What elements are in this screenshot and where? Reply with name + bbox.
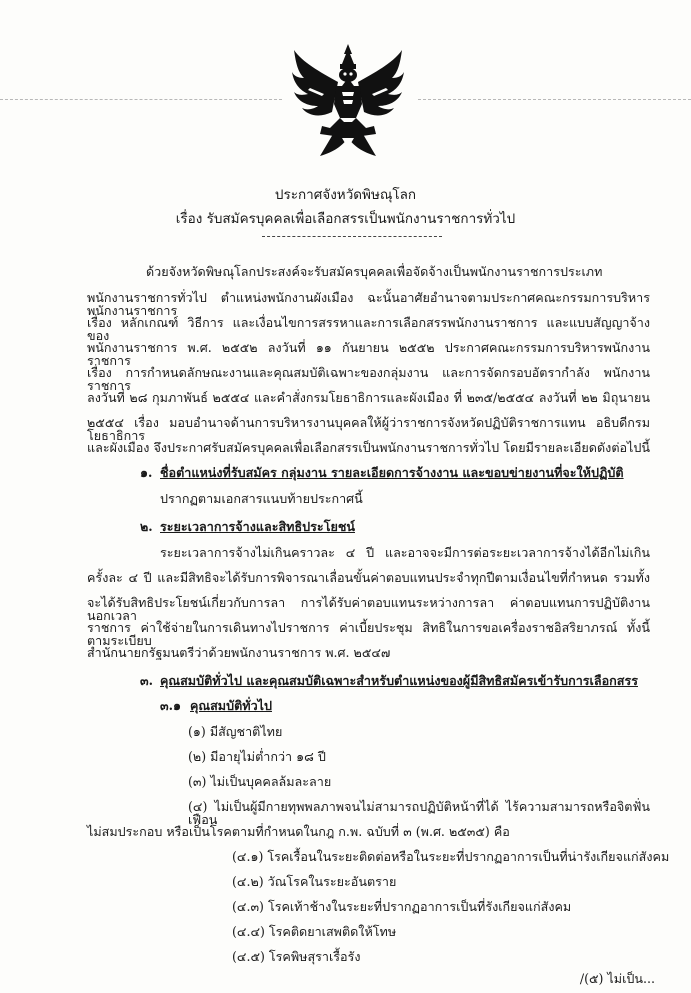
section-number: ๓. [140, 673, 153, 688]
intro-line: พนักงานราชการทั่วไป ตำแหน่งพนักงานผังเมือง ฉะนั้นอาศัยอำนาจตามประกาศคณะกรรมการบริหารพนักงานราชการ [87, 290, 650, 318]
list-item: (๒) มีอายุไม่ต่ำกว่า ๑๘ ปี [188, 749, 326, 764]
garuda-emblem-icon [290, 42, 406, 160]
list-item: (๔) ไม่เป็นผู้มีกายทุพพลภาพจนไม่สามารถปฏิบัติหน้าที่ได้ ไร้ความสามารถหรือจิตฟั่นเฟือน [188, 799, 650, 827]
section-number: ๑. [140, 465, 153, 480]
intro-line: พนักงานราชการ พ.ศ. ๒๕๕๒ ลงวันที่ ๑๑ กันยายน ๒๕๕๒ ประกาศคณะกรรมการบริหารพนักงานราชการ [87, 340, 650, 368]
section-body-line: ระยะเวลาการจ้างไม่เกินคราวละ ๔ ปี และอาจจะมีการต่อระยะเวลาการจ้างได้อีกไม่เกิน [160, 545, 650, 560]
document-subject: เรื่อง รับสมัครบุคคลเพื่อเลือกสรรเป็นพนักงานราชการทั่วไป [175, 211, 516, 227]
disease-item: (๔.๒) วัณโรคในระยะอันตราย [232, 874, 397, 889]
document-title: ประกาศจังหวัดพิษณุโลก [274, 187, 417, 203]
section-number: ๒. [140, 519, 153, 534]
scan-artifact-line [0, 99, 282, 101]
section-body: ปรากฏตามเอกสารแนบท้ายประกาศนี้ [160, 491, 363, 506]
intro-line: ลงวันที่ ๒๘ กุมภาพันธ์ ๒๕๕๔ และคำสั่งกรมโยธาธิการและผังเมือง ที่ ๒๓๕/๒๕๕๔ ลงวันที่ ๒๒ มิถุนายน [87, 390, 650, 405]
subsection-number: ๓.๑ [160, 698, 181, 713]
disease-item: (๔.๕) โรคพิษสุราเรื้อรัง [232, 949, 361, 964]
section-heading: คุณสมบัติทั่วไป และคุณสมบัติเฉพาะสำหรับตำแหน่งของผู้มีสิทธิสมัครเข้ารับการเลือกสรร [160, 673, 638, 688]
list-item-continuation: ไม่สมประกอบ หรือเป็นโรคตามที่กำหนดในกฎ ก.พ. ฉบับที่ ๓ (พ.ศ. ๒๕๓๕) คือ [87, 824, 510, 839]
section-body-line: สำนักนายกรัฐมนตรีว่าด้วยพนักงานราชการ พ.ศ. ๒๕๔๗ [87, 645, 391, 660]
intro-line: ด้วยจังหวัดพิษณุโลกประสงค์จะรับสมัครบุคคลเพื่อจัดจ้างเป็นพนักงานราชการประเภท [146, 264, 603, 279]
intro-line: และผังเมือง จึงประกาศรับสมัครบุคคลเพื่อเลือกสรรเป็นพนักงานราชการทั่วไป โดยมีรายละเอียดดังต่อไปนี้ [87, 440, 650, 455]
intro-line: เรื่อง หลักเกณฑ์ วิธีการ และเงื่อนไขการสรรหาและการเลือกสรรพนักงานราชการ และแบบสัญญาจ้างของ [87, 315, 650, 343]
scan-artifact-line [418, 99, 691, 101]
list-item: (๓) ไม่เป็นบุคคลล้มละลาย [188, 774, 332, 789]
page-continuation: /(๕) ไม่เป็น... [579, 971, 655, 986]
section-body-line: ราชการ ค่าใช้จ่ายในการเดินทางไปราชการ ค่าเบี้ยประชุม สิทธิในการขอเครื่องราชอิสริยาภรณ์ ทั้งนี้ ตามระเบียบ [87, 620, 650, 648]
section-body-line: จะได้รับสิทธิประโยชน์เกี่ยวกับการลา การได้รับค่าตอบแทนระหว่างการลา ค่าตอบแทนการปฏิบัติงานนอกเวลา [87, 595, 650, 623]
intro-line: ๒๕๕๔ เรื่อง มอบอำนาจด้านการบริหารงานบุคคลให้ผู้ว่าราชการจังหวัดปฏิบัติราชการแทน อธิบดีกรมโยธาธิการ [87, 415, 650, 443]
section-heading: ชื่อตำแหน่งที่รับสมัคร กลุ่มงาน รายละเอียดการจ้างงาน และขอบข่ายงานที่จะให้ปฏิบัติ [160, 465, 624, 480]
disease-item: (๔.๑) โรคเรื้อนในระยะติดต่อหรือในระยะที่ปรากฏอาการเป็นที่น่ารังเกียจแก่สังคม [232, 849, 670, 864]
divider [262, 236, 442, 237]
intro-line: เรื่อง การกำหนดลักษณะงานและคุณสมบัติเฉพาะของกลุ่มงาน และการจัดกรอบอัตรากำลัง พนักงานราชการ [87, 365, 650, 393]
disease-item: (๔.๔) โรคติดยาเสพติดให้โทษ [232, 924, 397, 939]
section-body-line: ครั้งละ ๔ ปี และมีสิทธิจะได้รับการพิจารณาเลื่อนขั้นค่าตอบแทนประจำทุกปีตามเงื่อนไขที่กำหนด รวมทั้ง [87, 570, 650, 585]
section-heading: ระยะเวลาการจ้างและสิทธิประโยชน์ [160, 519, 355, 534]
list-item: (๑) มีสัญชาติไทย [188, 724, 283, 739]
disease-item: (๔.๓) โรคเท้าช้างในระยะที่ปรากฏอาการเป็นที่รังเกียจแก่สังคม [232, 899, 572, 914]
subsection-heading: คุณสมบัติทั่วไป [190, 698, 272, 713]
